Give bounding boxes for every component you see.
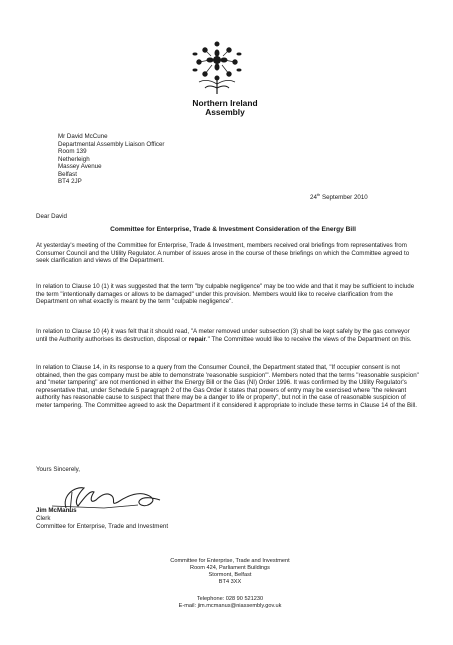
recipient-line: BT4 2JP <box>58 178 82 185</box>
paragraph-3-text-b: ." The Committee would like to receive the views of the Department on this. <box>205 335 412 343</box>
footer-email: E-mail: jim.mcmanus@niassembly.gov.uk <box>178 603 282 609</box>
closing: Yours Sincerely, <box>36 466 81 473</box>
body-paragraph-4: In relation to Clause 14, in its response to a query from the Consumer Council, the Department stated that, "If occupier consent is not obtained, then the gas company must be able to demonstrate 'reasonable suspicion'". Members noted that the terms "reasonable suspicion" and "meter tampering" are not mentioned in either the Energy Bill or the Gas (NI) Order 1996. It was confirmed by the Utility Regulator's representative that, under Schedule 5 paragraph 2 of the Gas Order it states that powers of entry may be exercised where "the relevant authority has reasonable cause to suspect that there may be a danger to life or property", but not in the case of reasonable suspicion of meter tampering. The Committee agreed to ask the Department if it considered it appropriate to include these terms in Clause 14 of the Bill. <box>36 364 419 409</box>
recipient-line: Belfast <box>58 170 77 178</box>
body-paragraph-2: In relation to Clause 10 (1) it was suggested that the term "by culpable negligence" may be too wide and that it may be sufficient to include the term "intentionally damages or allows to be damaged" under this provision. Members would like to receive clarification from the Department on what exactly is meant by the term "culpable negligence". <box>36 283 415 305</box>
organisation-name <box>160 99 290 117</box>
footer-telephone: Telephone: 028 90 521230 <box>196 596 264 602</box>
assembly-emblem-icon <box>185 38 249 98</box>
subject-heading: Committee for Enterprise, Trade & Investment Consideration of the Energy Bill <box>110 226 356 233</box>
footer-line: Committee for Enterprise, Trade and Investment <box>170 558 290 564</box>
recipient-line: Departmental Assembly Liaison Officer <box>58 140 165 148</box>
date-rest: September 2010 <box>321 194 368 201</box>
recipient-line: Netherleigh <box>58 155 90 163</box>
salutation: Dear David <box>36 213 67 220</box>
footer-address <box>120 558 340 610</box>
footer-line: Room 424, Parliament Buildings <box>190 565 270 571</box>
body-paragraph-1: At yesterday's meeting of the Committee for Enterprise, Trade & Investment, members received oral briefings from representatives from Consumer Council and the Utility Regulator. A number of issues arose in the course of these briefings on which the Committee agreed to seek clarification and views of the Department. <box>36 242 410 264</box>
signatory-title: Clerk <box>36 515 51 522</box>
organisation-name-line2: Assembly <box>205 107 245 118</box>
date-suffix: th <box>316 191 321 197</box>
footer-line: BT4 3XX <box>218 579 242 585</box>
recipient-line: Room 139 <box>58 148 87 155</box>
body-paragraph-3 <box>36 328 422 343</box>
recipient-line: Massey Avenue <box>58 163 102 170</box>
signatory-committee: Committee for Enterprise, Trade and Investment <box>36 523 169 530</box>
footer-line: Stormont, Belfast <box>208 572 252 578</box>
recipient-line: Mr David McCune <box>58 133 108 140</box>
recipient-address <box>58 133 258 186</box>
paragraph-3-text-a: In relation to Clause 10 (4) it was felt that it should read, "A meter removed under subsection (3) shall be kept safely by the gas conveyor until the Authority authorises its destruction, disposal or <box>36 328 410 343</box>
paragraph-3-bold: repair <box>188 335 206 343</box>
date-day: 24 <box>310 194 317 201</box>
organisation-name-line1: Northern Ireland <box>192 98 258 108</box>
signatory-name: Jim McManus <box>36 507 77 514</box>
letter-date <box>310 191 410 202</box>
